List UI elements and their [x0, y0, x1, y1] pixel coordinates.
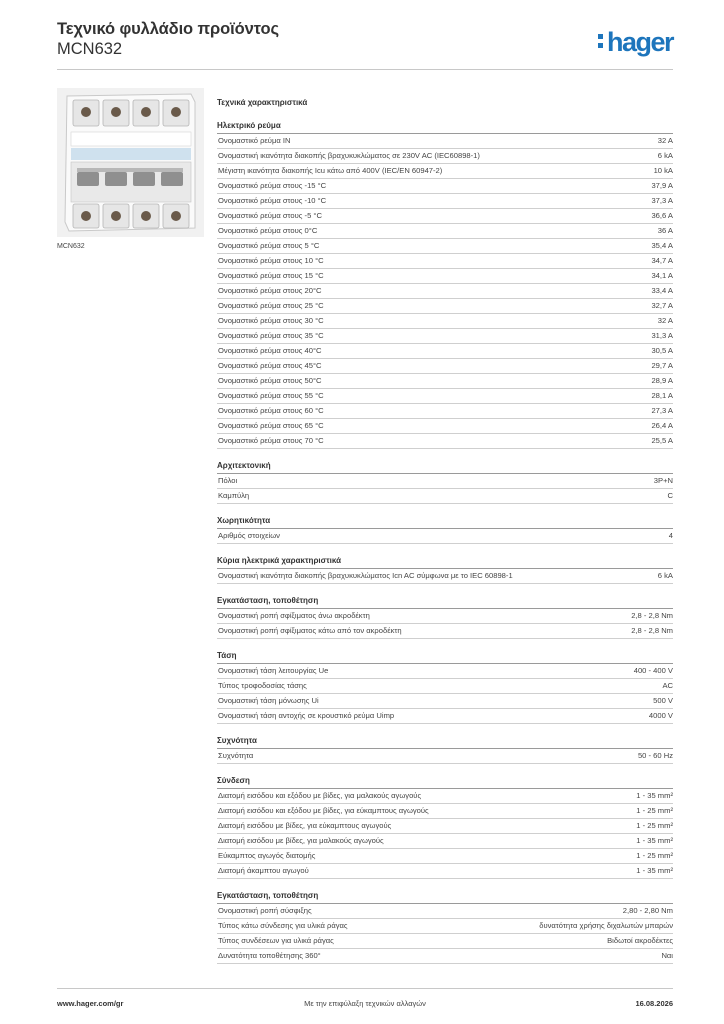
spec-value: 36 A: [657, 226, 673, 235]
spec-value: 4: [668, 531, 673, 540]
spec-row: [217, 179, 673, 194]
spec-label: Ονομαστική τάση αντοχής σε κρουστικό ρεύμα Uimp: [218, 711, 395, 720]
spec-label: Τύπος κάτω σύνδεσης για υλικά ράγας: [218, 921, 348, 930]
spec-label: Ονομαστικό ρεύμα στους 65 °C: [218, 421, 324, 430]
spec-label: Τύπος συνδέσεων για υλικά ράγας: [218, 936, 334, 945]
spec-row: [217, 609, 673, 624]
spec-row: [217, 404, 673, 419]
spec-label: Συχνότητα: [218, 751, 254, 760]
spec-row: [217, 194, 673, 209]
spec-row: [217, 804, 673, 819]
spec-label: Διατομή εισόδου και εξόδου με βίδες, για εύκαμπτους αγωγούς: [218, 806, 429, 815]
spec-value: 4000 V: [648, 711, 673, 720]
spec-value: 1 - 25 mm²: [636, 851, 673, 860]
spec-row: [217, 694, 673, 709]
spec-label: Ονομαστικό ρεύμα στους 30 °C: [218, 316, 324, 325]
spec-group-title: Σύνδεση: [217, 775, 673, 789]
spec-row: [217, 299, 673, 314]
spec-value: 500 V: [653, 696, 673, 705]
spec-value: 2,80 - 2,80 Nm: [622, 906, 673, 915]
product-caption: MCN632: [57, 243, 85, 250]
spec-value: 2,8 - 2,8 Nm: [631, 611, 673, 620]
spec-label: Ονομαστικό ρεύμα στους 70 °C: [218, 436, 324, 445]
spec-label: Ονομαστικό ρεύμα στους 5 °C: [218, 241, 320, 250]
spec-row: [217, 529, 673, 544]
footer-notice: Με την επιφύλαξη τεχνικών αλλαγών: [304, 999, 426, 1008]
spec-group-title: Χωρητικότητα: [217, 515, 673, 529]
spec-row: [217, 919, 673, 934]
spec-label: Ονομαστικό ρεύμα στους -10 °C: [218, 196, 327, 205]
spec-row: [217, 474, 673, 489]
spec-row: [217, 904, 673, 919]
spec-row: [217, 329, 673, 344]
document-footer: [57, 988, 673, 1014]
spec-value: 35,4 A: [651, 241, 673, 250]
spec-row: [217, 624, 673, 639]
spec-label: Ονομαστικό ρεύμα στους -5 °C: [218, 211, 322, 220]
spec-value: Ναι: [661, 951, 673, 960]
spec-label: Ονομαστικό ρεύμα στους -15 °C: [218, 181, 327, 190]
spec-label: Ονομαστικό ρεύμα στους 35 °C: [218, 331, 324, 340]
document-title: Τεχνικό φυλλάδιο προϊόντος: [57, 20, 279, 38]
spec-label: Ονομαστική τάση μόνωσης Ui: [218, 696, 319, 705]
spec-label: Εύκαμπτος αγωγός διατομής: [218, 851, 316, 860]
spec-groups: [217, 120, 673, 964]
spec-value: 34,7 A: [651, 256, 673, 265]
spec-label: Ονομαστική ικανότητα διακοπής βραχυκυκλώματος σε 230V AC (IEC60898-1): [218, 151, 480, 160]
spec-label: Καμπύλη: [218, 491, 250, 500]
spec-label: Ονομαστικό ρεύμα στους 50°C: [218, 376, 322, 385]
spec-value: 1 - 35 mm²: [636, 866, 673, 875]
spec-row: [217, 709, 673, 724]
spec-value: 400 - 400 V: [633, 666, 673, 675]
spec-label: Ονομαστικό ρεύμα στους 60 °C: [218, 406, 324, 415]
spec-group-title: Αρχιτεκτονική: [217, 460, 673, 474]
hager-logo: [598, 27, 673, 58]
spec-row: [217, 374, 673, 389]
spec-label: Διατομή εισόδου και εξόδου με βίδες, για μαλακούς αγωγούς: [218, 791, 422, 800]
spec-row: [217, 209, 673, 224]
spec-row: [217, 389, 673, 404]
spec-value: Βιδωτοί ακροδέκτες: [607, 936, 673, 945]
spec-label: Ονομαστικό ρεύμα στους 25 °C: [218, 301, 324, 310]
spec-label: Ονομαστικό ρεύμα στους 10 °C: [218, 256, 324, 265]
spec-row: [217, 164, 673, 179]
spec-row: [217, 314, 673, 329]
spec-value: 1 - 35 mm²: [636, 836, 673, 845]
spec-label: Ονομαστικό ρεύμα στους 20°C: [218, 286, 322, 295]
spec-value: 27,3 A: [651, 406, 673, 415]
spec-label: Ονομαστική τάση λειτουργίας Ue: [218, 666, 329, 675]
spec-row: [217, 789, 673, 804]
spec-label: Διατομή εισόδου με βίδες, για μαλακούς αγωγούς: [218, 836, 384, 845]
spec-row: [217, 269, 673, 284]
spec-value: 10 kA: [653, 166, 673, 175]
spec-value: 6 kA: [657, 571, 673, 580]
product-code: MCN632: [57, 40, 123, 58]
spec-value: 25,5 A: [651, 436, 673, 445]
spec-row: [217, 849, 673, 864]
spec-row: [217, 819, 673, 834]
spec-value: 1 - 25 mm²: [636, 821, 673, 830]
spec-value: 36,6 A: [651, 211, 673, 220]
spec-row: [217, 664, 673, 679]
spec-value: 30,5 A: [651, 346, 673, 355]
spec-row: [217, 489, 673, 504]
spec-row: [217, 149, 673, 164]
spec-row: [217, 749, 673, 764]
spec-value: 32 A: [657, 316, 673, 325]
product-image: [57, 88, 204, 237]
specs-heading: Τεχνικά χαρακτηριστικά: [217, 98, 308, 107]
spec-value: 6 kA: [657, 151, 673, 160]
spec-label: Ονομαστικό ρεύμα στους 15 °C: [218, 271, 324, 280]
spec-label: Ονομαστική ροπή σφίξιματος κάτω από τον ακροδέκτη: [218, 626, 402, 635]
spec-label: Ονομαστική ροπή σύσφιξης: [218, 906, 312, 915]
spec-row: [217, 569, 673, 584]
logo-text: hager: [606, 27, 673, 57]
spec-label: Ονομαστικό ρεύμα IN: [218, 136, 291, 145]
spec-value: 2,8 - 2,8 Nm: [631, 626, 673, 635]
spec-row: [217, 419, 673, 434]
spec-value: 37,9 A: [651, 181, 673, 190]
spec-row: [217, 224, 673, 239]
footer-date: 16.08.2026: [635, 999, 673, 1008]
spec-label: Μέγιστη ικανότητα διακοπής Icu κάτω από 400V (IEC/EN 60947-2): [218, 166, 443, 175]
spec-label: Ονομαστική ροπή σφίξιματος άνω ακροδέκτη: [218, 611, 370, 620]
spec-label: Τύπος τροφοδοσίας τάσης: [218, 681, 307, 690]
spec-group-title: Ηλεκτρικό ρεύμα: [217, 120, 673, 134]
spec-label: Ονομαστικό ρεύμα στους 0°C: [218, 226, 318, 235]
spec-value: 50 - 60 Hz: [637, 751, 673, 760]
spec-value: AC: [662, 681, 673, 690]
spec-row: [217, 679, 673, 694]
spec-value: 1 - 25 mm²: [636, 806, 673, 815]
spec-value: 1 - 35 mm²: [636, 791, 673, 800]
spec-value: 32 A: [657, 136, 673, 145]
spec-value: δυνατότητα χρήσης διχαλωτών μπαρών: [539, 921, 673, 930]
spec-label: Ονομαστική ικανότητα διακοπής βραχυκυκλώματος Icn AC σύμφωνα με το IEC 60898-1: [218, 571, 513, 580]
spec-value: 33,4 A: [651, 286, 673, 295]
spec-value: 26,4 A: [651, 421, 673, 430]
spec-value: 32,7 A: [651, 301, 673, 310]
miniature-circuit-breaker-icon: [57, 88, 204, 237]
spec-label: Διατομή εισόδου με βίδες, για εύκαμπτους αγωγούς: [218, 821, 392, 830]
spec-label: Δυνατότητα τοποθέτησης 360°: [218, 951, 321, 960]
spec-row: [217, 434, 673, 449]
spec-row: [217, 949, 673, 964]
spec-label: Ονομαστικό ρεύμα στους 40°C: [218, 346, 322, 355]
logo-colon-icon: [598, 30, 605, 50]
spec-label: Ονομαστικό ρεύμα στους 45°C: [218, 361, 322, 370]
spec-value: 28,1 A: [651, 391, 673, 400]
spec-value: 28,9 A: [651, 376, 673, 385]
spec-value: 31,3 A: [651, 331, 673, 340]
document-header: [57, 20, 673, 70]
spec-value: 34,1 A: [651, 271, 673, 280]
spec-row: [217, 344, 673, 359]
spec-label: Διατομή άκαμπτου αγωγού: [218, 866, 309, 875]
website-link[interactable]: www.hager.com/gr: [57, 999, 124, 1008]
spec-label: Πόλοι: [218, 476, 238, 485]
spec-group-title: Κύρια ηλεκτρικά χαρακτηριστικά: [217, 555, 673, 569]
spec-group-title: Εγκατάσταση, τοποθέτηση: [217, 595, 673, 609]
spec-group-title: Συχνότητα: [217, 735, 673, 749]
spec-value: 37,3 A: [651, 196, 673, 205]
technical-specifications: [217, 97, 673, 964]
spec-value: C: [667, 491, 673, 500]
spec-row: [217, 239, 673, 254]
spec-group-title: Τάση: [217, 650, 673, 664]
spec-row: [217, 864, 673, 879]
spec-row: [217, 134, 673, 149]
spec-group-title: Εγκατάσταση, τοποθέτηση: [217, 890, 673, 904]
spec-row: [217, 934, 673, 949]
spec-value: 29,7 A: [651, 361, 673, 370]
spec-row: [217, 284, 673, 299]
spec-label: Αριθμός στοιχείων: [218, 531, 280, 540]
spec-label: Ονομαστικό ρεύμα στους 55 °C: [218, 391, 324, 400]
spec-value: 3P+N: [653, 476, 673, 485]
spec-row: [217, 834, 673, 849]
spec-row: [217, 359, 673, 374]
spec-row: [217, 254, 673, 269]
